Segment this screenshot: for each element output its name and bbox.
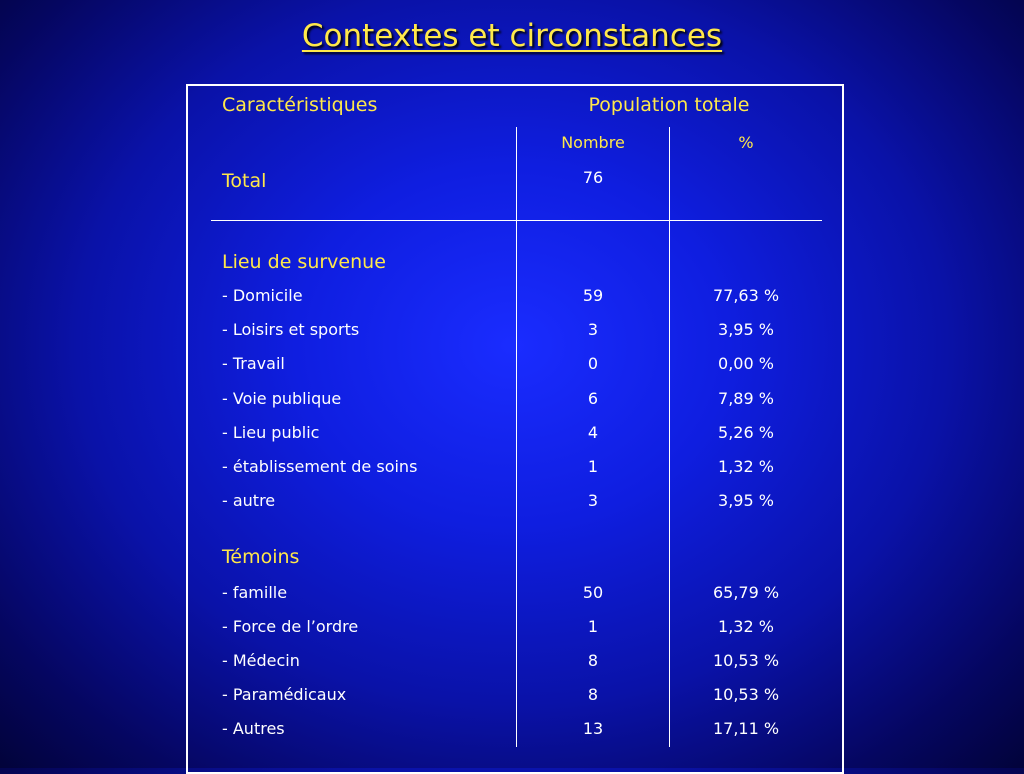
row-label: - Loisirs et sports — [222, 320, 360, 339]
row-nombre: 6 — [587, 389, 599, 408]
row-pct: 3,95 % — [718, 320, 774, 339]
row-label: - établissement de soins — [222, 457, 418, 476]
header-separator — [211, 220, 822, 221]
row-pct: 1,32 % — [718, 457, 774, 476]
row-nombre: 8 — [587, 651, 599, 670]
row-nombre: 13 — [582, 719, 604, 738]
header-nombre: Nombre — [561, 133, 625, 152]
section-lieu-de-survenue: Lieu de survenue — [222, 251, 386, 273]
row-nombre: 50 — [582, 583, 604, 602]
row-pct: 77,63 % — [712, 286, 780, 305]
row-label: - Voie publique — [222, 389, 342, 408]
row-nombre: 3 — [587, 320, 599, 339]
header-population-totale: Population totale — [588, 94, 750, 116]
row-label: - Force de l’ordre — [222, 617, 359, 636]
row-label: - Domicile — [222, 286, 303, 305]
row-nombre: 3 — [587, 491, 599, 510]
row-pct: 17,11 % — [712, 719, 780, 738]
section-temoins: Témoins — [222, 546, 300, 568]
row-nombre: 1 — [587, 617, 599, 636]
row-label: - Travail — [222, 354, 285, 373]
row-pct: 0,00 % — [718, 354, 774, 373]
header-caracteristiques: Caractéristiques — [222, 94, 378, 116]
row-pct: 1,32 % — [718, 617, 774, 636]
row-label: - Médecin — [222, 651, 300, 670]
total-nombre: 76 — [582, 168, 604, 187]
row-nombre: 4 — [587, 423, 599, 442]
row-label: - Lieu public — [222, 423, 320, 442]
total-label: Total — [222, 170, 267, 192]
row-nombre: 1 — [587, 457, 599, 476]
row-pct: 65,79 % — [712, 583, 780, 602]
row-label: - Autres — [222, 719, 285, 738]
row-nombre: 8 — [587, 685, 599, 704]
row-label: - Paramédicaux — [222, 685, 347, 704]
row-pct: 10,53 % — [712, 651, 780, 670]
header-pct: % — [738, 133, 754, 152]
row-nombre: 59 — [582, 286, 604, 305]
row-nombre: 0 — [587, 354, 599, 373]
row-pct: 5,26 % — [718, 423, 774, 442]
row-label: - autre — [222, 491, 276, 510]
row-pct: 3,95 % — [718, 491, 774, 510]
row-pct: 10,53 % — [712, 685, 780, 704]
row-label: - famille — [222, 583, 288, 602]
slide-title: Contextes et circonstances — [301, 18, 723, 54]
row-pct: 7,89 % — [718, 389, 774, 408]
